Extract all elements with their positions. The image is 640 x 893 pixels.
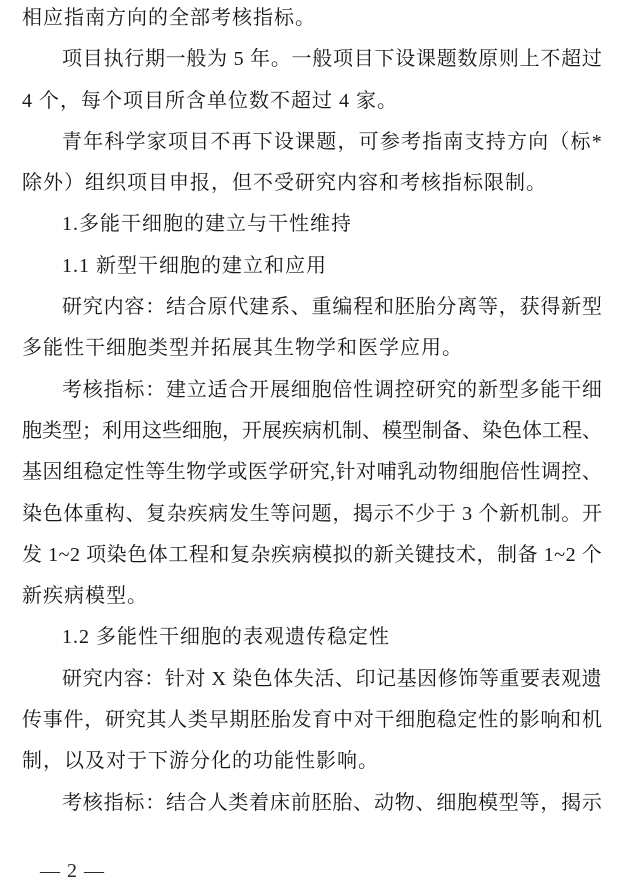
text-line: 考 核 指 标 ： 结 合 人 类 着 床 前 胚 胎 、 动 物 、 细 胞 模 型 等 ， 揭 示	[62, 791, 602, 814]
document-body	[22, 0, 602, 824]
text-line: 研 究 内 容 ： 结 合 原 代 建 系 、 重 编 程 和 胚 胎 分 离 等 ， 获 得 新 型	[62, 296, 602, 319]
section-heading: 1.多能干细胞的建立与干性维持	[62, 213, 352, 236]
text-line: 项 目 执 行 期 一 般 为 5 年 。 一 般 项 目 下 设 课 题 数 原 则 上 不 超 过	[62, 48, 602, 71]
text-line: 基 因 组 稳 定 性 等 生 物 学 或 医 学 研 究 , 针 对 哺 乳 动 物 细 胞 倍 性 调 控 、	[22, 461, 602, 484]
text-line: 新疾病模型。	[22, 585, 148, 608]
page-number: — 2 —	[40, 860, 105, 882]
text-line: 研 究 内 容 ： 针 对 X 染 色 体 失 活 、 印 记 基 因 修 饰 等 重 要 表 观 遗	[62, 667, 602, 690]
text-line: 4 个，每个项目所含单位数不超过 4 家。	[22, 89, 398, 112]
text-line: 青 年 科 学 家 项 目 不 再 下 设 课 题 ， 可 参 考 指 南 支 持 方 向 （ 标 *	[62, 130, 602, 153]
text-line: 多能性干细胞类型并拓展其生物学和医学应用。	[22, 337, 463, 360]
section-heading: 1.2 多能性干细胞的表观遗传稳定性	[62, 626, 390, 649]
section-heading: 1.1 新型干细胞的建立和应用	[62, 254, 327, 277]
text-line: 制，以及对于下游分化的功能性影响。	[22, 750, 379, 773]
text-line: 除外）组织项目申报，但不受研究内容和考核指标限制。	[22, 172, 547, 195]
text-line: 染 色 体 重 构 、 复 杂 疾 病 发 生 等 问 题 ， 揭 示 不 少 于 3 个 新 机 制 。 开	[22, 502, 602, 525]
text-line: 传 事 件 ， 研 究 其 人 类 早 期 胚 胎 发 育 中 对 干 细 胞 稳 定 性 的 影 响 和 机	[22, 709, 602, 732]
text-line: 胞 类 型 ； 利 用 这 些 细 胞 ， 开 展 疾 病 机 制 、 模 型 制 备 、 染 色 体 工 程 、	[22, 419, 602, 442]
text-line: 相应指南方向的全部考核指标。	[22, 7, 316, 29]
text-line: 发 1 ~ 2 项 染 色 体 工 程 和 复 杂 疾 病 模 拟 的 新 关 键 技 术 ， 制 备 1 ~ 2 个	[22, 543, 602, 566]
text-line: 考 核 指 标 ： 建 立 适 合 开 展 细 胞 倍 性 调 控 研 究 的 新 型 多 能 干 细	[62, 378, 602, 401]
